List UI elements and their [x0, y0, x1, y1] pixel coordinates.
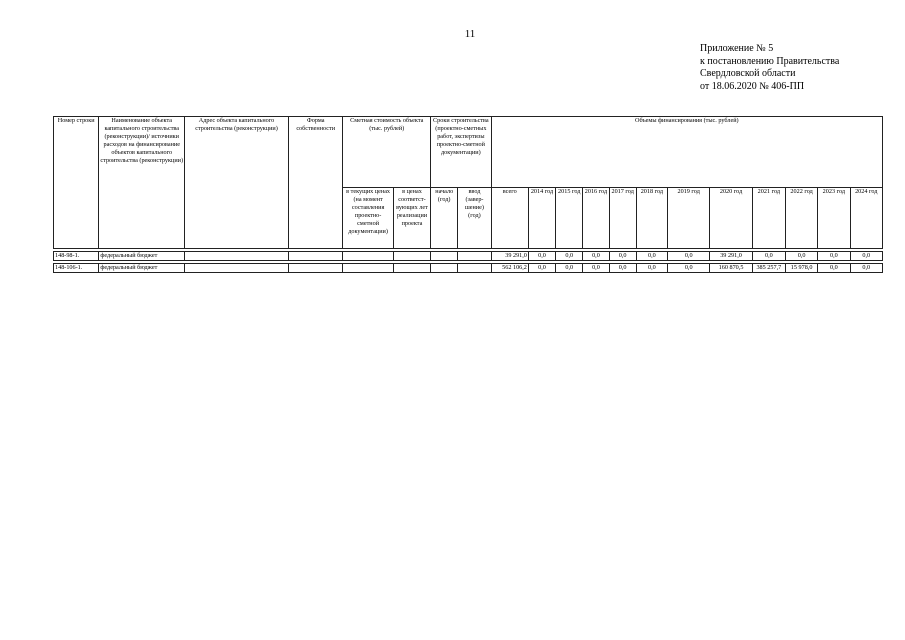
- row-value-2022: 15 978,0: [785, 264, 817, 273]
- row-value-2021: 385 257,7: [752, 264, 785, 273]
- financing-table: [53, 116, 883, 273]
- row-end: [458, 252, 491, 261]
- header-financing: Объемы финансирования (тыс. рублей): [491, 117, 882, 188]
- row-value-2022: 0,0: [785, 252, 817, 261]
- header-row-number: Номер строки: [54, 117, 99, 249]
- header-year-2022: 2022 год: [785, 188, 817, 249]
- row-value-2024: 0,0: [850, 264, 883, 273]
- row-name: федеральный бюджет: [99, 252, 185, 261]
- row-cost-years: [393, 252, 430, 261]
- appendix-line-1: Приложение № 5: [700, 43, 774, 54]
- page-number: 11: [464, 28, 476, 40]
- row-value-2018: 0,0: [636, 252, 667, 261]
- row-value-2020: 39 291,0: [710, 252, 752, 261]
- row-value-2018: 0,0: [636, 264, 667, 273]
- table-row: [54, 252, 883, 261]
- row-value-2023: 0,0: [818, 264, 850, 273]
- header-total: всего: [491, 188, 528, 249]
- header-year-2019: 2019 год: [668, 188, 710, 249]
- appendix-line-3: Свердловской области: [700, 68, 796, 79]
- header-construction-terms: Сроки строительства (проектно-сметных работ, экспертизы проектно-сметной документации): [431, 117, 491, 188]
- row-value-2019: 0,0: [668, 252, 710, 261]
- header-year-2020: 2020 год: [710, 188, 752, 249]
- row-start: [431, 252, 458, 261]
- header-estimated-cost: Сметная стоимость объекта (тыс. рублей): [343, 117, 431, 188]
- header-year-2015: 2015 год: [556, 188, 583, 249]
- header-start-year: начало (год): [431, 188, 458, 249]
- row-ownership: [288, 264, 342, 273]
- row-total: 562 106,2: [491, 264, 528, 273]
- row-cost-current: [343, 264, 393, 273]
- header-ownership: Форма собственности: [288, 117, 342, 249]
- row-number: 148-98-1.: [54, 252, 99, 261]
- row-cost-current: [343, 252, 393, 261]
- header-year-2017: 2017 год: [609, 188, 636, 249]
- row-cost-years: [393, 264, 430, 273]
- header-year-2023: 2023 год: [818, 188, 850, 249]
- row-value-2016: 0,0: [583, 252, 609, 261]
- row-start: [431, 264, 458, 273]
- row-address: [185, 264, 289, 273]
- header-address: Адрес объекта капитального строительства (реконструкции): [185, 117, 289, 249]
- row-value-2017: 0,0: [609, 264, 636, 273]
- row-value-2014: 0,0: [528, 264, 555, 273]
- appendix-header: [700, 43, 839, 93]
- header-year-2014: 2014 год: [528, 188, 555, 249]
- table-row: [54, 264, 883, 273]
- row-value-2015: 0,0: [556, 252, 583, 261]
- header-year-2021: 2021 год: [752, 188, 785, 249]
- row-name: федеральный бюджет: [99, 264, 185, 273]
- row-value-2021: 0,0: [752, 252, 785, 261]
- row-value-2024: 0,0: [850, 252, 883, 261]
- appendix-line-2: к постановлению Правительства: [700, 55, 840, 67]
- header-year-2018: 2018 год: [636, 188, 667, 249]
- row-total: 39 291,0: [491, 252, 528, 261]
- header-cost-current-prices: в текущих ценах (на момент составления проектно-сметной документации): [343, 188, 393, 249]
- header-year-2024: 2024 год: [850, 188, 883, 249]
- row-value-2017: 0,0: [609, 252, 636, 261]
- row-end: [458, 264, 491, 273]
- row-value-2015: 0,0: [556, 264, 583, 273]
- row-number: 148-106-1.: [54, 264, 99, 273]
- header-end-year: ввод (завер-шение) (год): [458, 188, 491, 249]
- appendix-line-4: от 18.06.2020 № 406-ПП: [700, 80, 805, 92]
- row-value-2019: 0,0: [668, 264, 710, 273]
- header-year-2016: 2016 год: [583, 188, 609, 249]
- row-ownership: [288, 252, 342, 261]
- header-cost-year-prices: в ценах соответст-вующих лет реализации проекта: [393, 188, 430, 249]
- header-object-name: Наименование объекта капитального строительства (реконструкции)/ источники расходов на финансирование объектов капитального строительства (реконструкции): [99, 117, 185, 249]
- row-value-2014: 0,0: [528, 252, 555, 261]
- row-value-2016: 0,0: [583, 264, 609, 273]
- row-value-2023: 0,0: [818, 252, 850, 261]
- row-value-2020: 160 870,5: [710, 264, 752, 273]
- row-address: [185, 252, 289, 261]
